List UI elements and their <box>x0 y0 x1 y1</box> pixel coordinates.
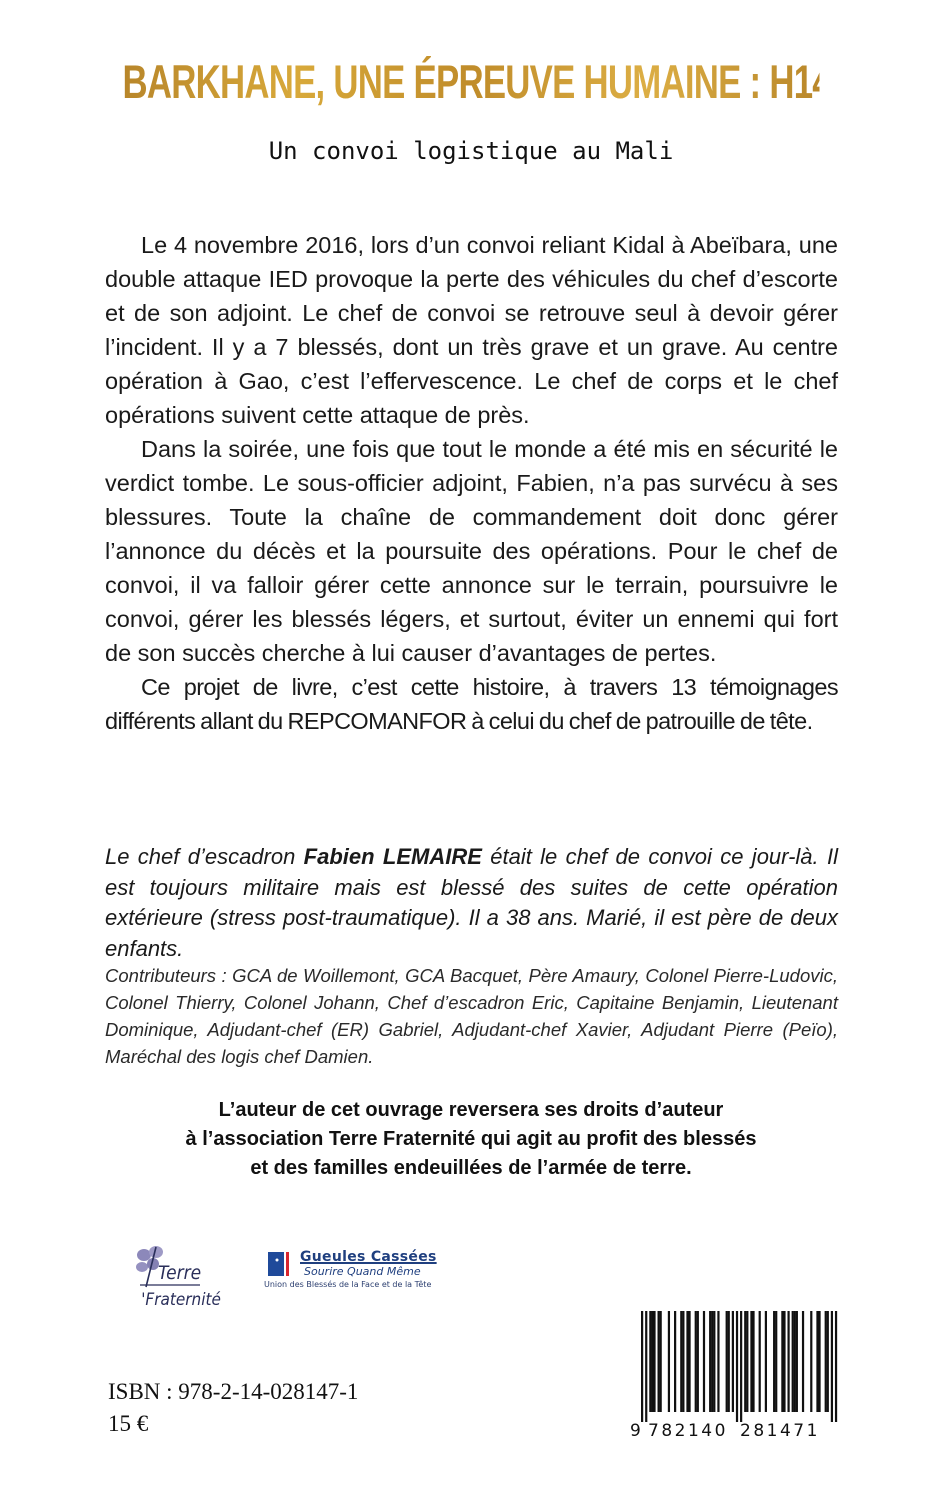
author-bio <box>105 842 838 964</box>
ean-barcode <box>612 1300 842 1440</box>
barcode-icon <box>612 1300 842 1440</box>
bio-prefix: Le chef d’escadron <box>105 844 304 869</box>
isbn-block <box>108 1376 358 1440</box>
logo-fraternite-text: 'Fraternité <box>141 1289 221 1309</box>
donation-statement <box>0 1096 942 1183</box>
barcode-first-digit: 9 <box>630 1421 641 1440</box>
logo-terre-text: Terre <box>158 1262 202 1284</box>
summary-paragraph: Dans la soirée, une fois que tout le monde a été mis en sécurité le verdict tombe. Le sous-officier adjoint, Fabien, n’a pas survécu à ses blessures. Toute la chaîne de commandement doit donc gérer l’annonce du décès et la poursuite des opérations. Pour le chef de convoi, il va falloir gérer cette annonce sur le terrain, poursuivre le convoi, gérer les blessés légers, et surtout, éviter un ennemi qui fort de son succès cherche à lui causer d’avantages de pertes. <box>105 436 838 666</box>
summary-paragraph: Ce projet de livre, c’est cette histoire, à travers 13 témoignages différents allant du REPCOMANFOR à celui du chef de patrouille de tête. <box>105 674 838 734</box>
donation-line: et des familles endeuillées de l’armée de terre. <box>250 1157 692 1179</box>
summary-paragraph: Le 4 novembre 2016, lors d’un convoi reliant Kidal à Abeïbara, une double attaque IED provoque la perte des véhicules du chef d’escorte et de son adjoint. Le chef de convoi se retrouve seul à devoir gérer l’incident. Il y a 7 blessés, dont un très grave et un grave. Au centre opération à Gao, c’est l’effervescence. Le chef de corps et le chef opérations suivent cette attaque de près. <box>105 232 838 428</box>
contributors-list: Contributeurs : GCA de Woillemont, GCA Bacquet, Père Amaury, Colonel Pierre-Ludovic, Colonel Thierry, Colonel Johann, Chef d’escadron Eric, Capitaine Benjamin, Lieutenant Dominique, Adjudant-chef (ER) Gabriel, Adjudant-chef Xavier, Adjudant Pierre (Peïo), Maréchal des logis chef Damien. <box>105 965 838 1067</box>
terre-fraternite-logo <box>134 1243 230 1309</box>
barcode-right-digits: 281471 <box>740 1421 820 1440</box>
barcode-left-digits: 782140 <box>648 1421 728 1440</box>
face-profile-icon <box>266 1250 296 1280</box>
gueules-cassees-logo <box>262 1249 442 1293</box>
author-name: Fabien LEMAIRE <box>303 844 482 869</box>
donation-line: L’auteur de cet ouvrage reversera ses droits d’auteur <box>218 1099 724 1121</box>
price: 15 € <box>108 1411 149 1436</box>
donation-line: à l’association Terre Fraternité qui agit au profit des blessés <box>185 1128 757 1150</box>
gueules-cassees-tagline: Sourire Quand Même <box>304 1265 421 1278</box>
book-subtitle: Un convoi logistique au Mali <box>268 137 674 165</box>
gueules-cassees-union: Union des Blessés de la Face et de la Tête <box>264 1280 432 1289</box>
flower-icon <box>134 1243 230 1309</box>
book-title: BARKHANE, UNE ÉPREUVE HUMAINE : H14 <box>122 52 819 112</box>
bio-suffix: était le chef de convoi ce jour-là. Il est toujours militaire mais est blessé des suites de cette opération extérieure (stress post-traumatique). Il a 38 ans. Marié, il est père de deux enfants. <box>105 844 838 961</box>
summary-text <box>105 228 838 738</box>
gueules-cassees-title: Gueules Cassées <box>300 1249 437 1265</box>
isbn-number: ISBN : 978-2-14-028147-1 <box>108 1379 359 1404</box>
